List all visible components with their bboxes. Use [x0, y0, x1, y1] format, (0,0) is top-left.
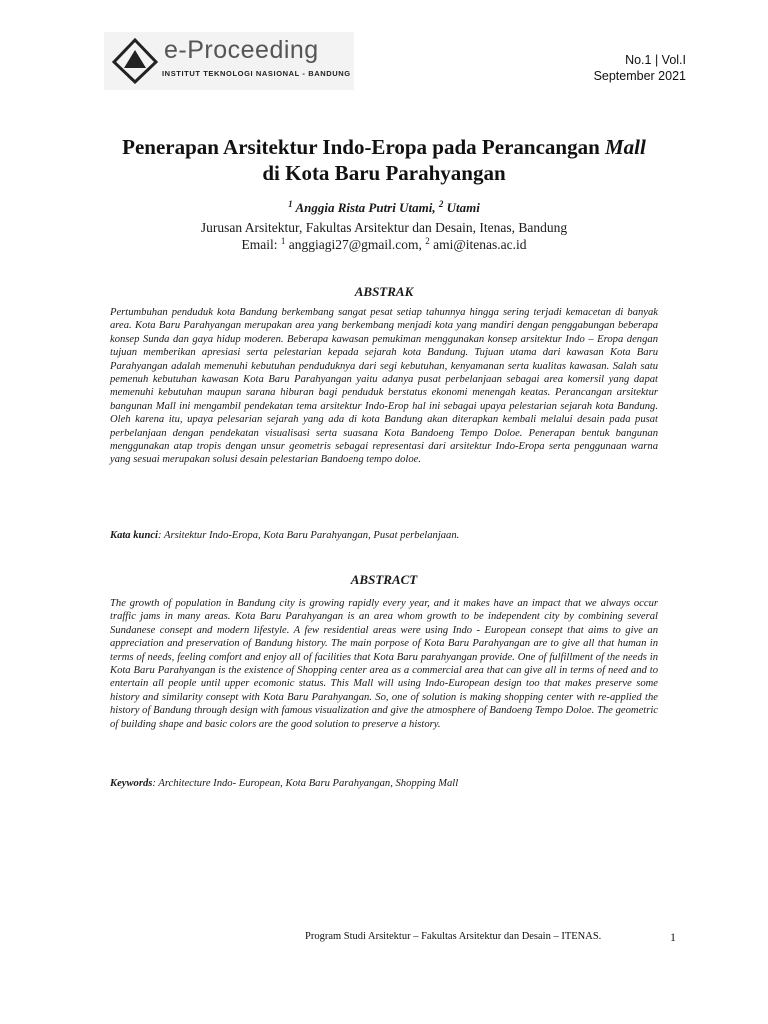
abstrak-heading: ABSTRAK	[354, 284, 414, 299]
email1[interactable]: anggiagi27@gmail.com,	[288, 237, 422, 252]
email1-sup: 1	[280, 236, 286, 246]
keywords-label: Kata kunci	[110, 530, 158, 541]
keywords-text: : Arsitektur Indo-Eropa, Kota Baru Parahyangan, Pusat perbelanjaan.	[157, 530, 460, 541]
email2[interactable]: ami@itenas.ac.id	[433, 237, 527, 252]
email-line	[60, 236, 708, 253]
page-number: 1	[670, 930, 676, 944]
footer-text: Program Studi Arsitektur – Fakultas Arsitektur dan Desain – ITENAS.	[305, 931, 602, 942]
e-proceeding-logo	[104, 32, 354, 90]
author1: Anggia Rista Putri Utami,	[295, 200, 436, 215]
logo-subtitle: INSTITUT TEKNOLOGI NASIONAL - BANDUNG	[162, 69, 351, 78]
authors	[60, 200, 708, 216]
author2-sup: 2	[438, 199, 444, 209]
email2-sup: 2	[425, 236, 430, 246]
email-label: Email:	[241, 237, 278, 252]
affiliation-block	[60, 219, 708, 253]
issue-date: September 2021	[593, 69, 686, 83]
abstract-heading: ABSTRACT	[350, 572, 418, 587]
title-italic-word: Mall	[605, 135, 646, 159]
keywords-label: Keywords	[110, 778, 153, 789]
paper-title	[60, 134, 708, 186]
abstrak-keywords	[110, 530, 658, 541]
abstrak-body: Pertumbuhan penduduk kota Bandung berkembang sangat pesat setiap tahunnya hingga sering terjadi kemacetan di banyak area. Kota Baru Parahyangan merupakan area yang berkembang menjadi kota yang mandiri dengan penggabungan beberapa konsep Sunda dan gaya hidup moderen. Beberapa kawasan pemukiman menggunakan konsep arsitektur Indo – Eropa dengan tujuan memberikan apresiasi serta pelestarian kepada sejarah kota Bandung. Tujuan utama dari kawasan Kota Baru Parahyangan adalah memenuhi kebutuhan penduduknya dari segi kebutuhan, kenyamanan serta kualitas kawasan. Salah satu pemenuh kebutuhan kawasan Kota Baru Parahyangan yaitu adanya pusat perbelanjaan sebagai area komersil yang dapat memenuhi kebutuhan maupun sarana hiburan bagi penduduk berstatus ekonomi menengah keatas. Perancangan arsitektur bangunan Mall ini mengambil pendekatan tema arsitektur Indo-Erop hal ini sebagai upaya pelestarian sejarah kota Bandung. Oleh karena itu, upaya pelesarian sejarah yang ada di kota Bandung akan diterapkan kembali melalui desain pada pusat perbelanjaan dengan pendekatan visualisasi serta suasana Kota Bandoeng Tempo Doloe. Penerapan bentuk bangunan menggunakan atap tropis dengan unsur geometris sebagai representasi dari arsitektur Indo-Eropa serta penggunaan warna yang sesuai merupakan solusi desain pelestarian Bandoeng tempo doloe.	[110, 307, 658, 466]
title-line2: di Kota Baru Parahyangan	[262, 161, 506, 185]
title-line1: Penerapan Arsitektur Indo-Eropa pada Perancangan	[122, 135, 605, 159]
issue-info	[594, 52, 686, 84]
keywords-text: : Architecture Indo- European, Kota Baru Parahyangan, Shopping Mall	[152, 778, 459, 789]
author1-sup: 1	[288, 199, 293, 209]
author2: Utami	[446, 200, 480, 215]
affiliation: Jurusan Arsitektur, Fakultas Arsitektur dan Desain, Itenas, Bandung	[200, 220, 568, 235]
abstract-keywords	[110, 778, 658, 789]
abstract-body: The growth of population in Bandung city is growing rapidly every year, and it makes have an impact that we always occur traffic jams in many areas. Kota Baru Parahyangan is an area whom growth to be independent city by combining several Sundanese consept and modern lifestyle. A few residential areas were using Indo - European consept that aims to give an appreciation and preservation of Bandung history. The main porpose of Kota Baru Parahyangan are to give all that human in terms of needs, feeling comfort and enjoy all of facilities that Kota Baru parahyangan provide. One of fulfillment of the needs in Kota Baru Parahyangan is the existence of Shopping center area as a commercial area that can give all in terms of need and to entertain all people until upper ecomonic status. This Mall will using Indo-European design too that makes preserve some history and similarity consept with Kota Baru Parahyangan. So, one of solution is making shopping center with re-applied the history of Bandung through design with famous visualization and give the atmosphere of Bandoeng Tempo Doloe. The geometric of building shape and basic colors are the good solution to preserve a history.	[110, 598, 658, 730]
triangle-logo-icon	[112, 38, 158, 84]
issue-number: No.1 | Vol.I	[625, 53, 686, 67]
logo-title: e-Proceeding	[164, 36, 319, 64]
